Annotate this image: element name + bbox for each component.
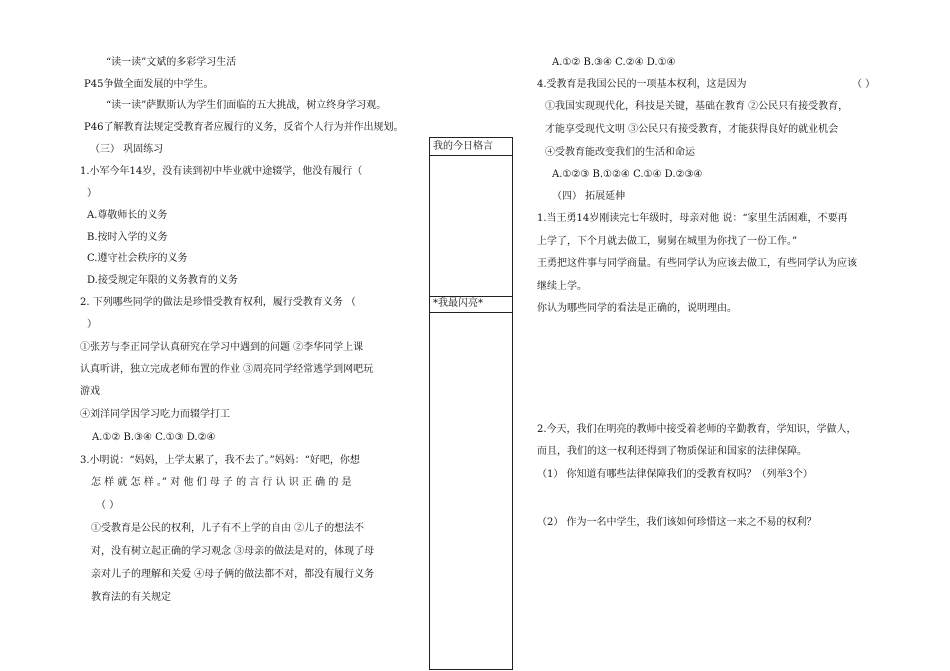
q4-statement-2: 才能享受现代文明 ③公民只有接受教育，才能获得良好的就业机会 [545, 124, 839, 135]
q3-paren: （ ） [96, 500, 120, 511]
ext1-question: 你认为哪些同学的看法是正确的，说明理由。 [537, 303, 737, 314]
ext2-line-1: 2.今天，我们在明亮的教师中接受着老师的辛勤教育，学知识，学做人， [537, 424, 857, 435]
reading-line-3: “读一读”萨默斯认为学生们面临的五大挑战，树立终身学习观。 [106, 100, 387, 111]
q4-stem: 4.受教育是我国公民的一项基本权利，这是因为 [537, 79, 747, 90]
q1-option-c: C.遵守社会秩序的义务 [87, 253, 188, 264]
q3-stem-2: 怎 样 就 怎 样 。” 对 他 们 母 子 的 言 行 认 识 正 确 的 是 [91, 477, 352, 488]
q3-statement-3: 亲对儿子的理解和关爱 ④母子俩的做法都不对，都没有履行义务 [91, 569, 375, 580]
q2-statement-2: 认真听讲，独立完成老师布置的作业 ③周亮同学经常逃学到网吧玩 [80, 364, 374, 375]
q1-stem-close: ） [87, 188, 97, 199]
q3-statement-4: 教育法的有关规定 [91, 592, 171, 603]
q4-statement-1: ①我国实现现代化，科技是关键，基础在教育 ②公民只有接受教育， [545, 101, 849, 112]
q4-options: A.①②③ B.①②④ C.①④ D.②③④ [552, 169, 703, 180]
q1-option-b: B.按时入学的义务 [87, 232, 168, 243]
reading-line-2: P45争做全面发展的中学生。 [84, 79, 214, 90]
q3-options: A.①② B.③④ C.②④ D.①④ [552, 57, 676, 68]
reading-line-4: P46了解教育法规定受教育者应履行的义务，反省个人行为并作出规划。 [84, 122, 404, 133]
q3-statement-1: ①受教育是公民的权利，儿子有不上学的自由 ②儿子的想法不 [91, 523, 365, 534]
ext1-line-3: 王勇把这件事与同学商量。有些同学认为应该去做工，有些同学认为应该 [537, 258, 857, 269]
motto-header: 我的今日格言 [433, 141, 493, 152]
q3-statement-2: 对，没有树立起正确的学习观念 ③母亲的做法是对的，体现了母 [91, 546, 375, 557]
motto-panel [429, 137, 513, 670]
ext1-line-4: 继续上学。 [537, 281, 587, 292]
shine-divider-top [429, 296, 513, 297]
ext2-subquestion-2: （2） 作为一名中学生，我们该如何珍惜这一来之不易的权利？ [537, 517, 817, 528]
q2-options: A.①② B.③④ C.①③ D.②④ [92, 432, 216, 443]
motto-header-divider [429, 155, 513, 156]
q1-option-d: D.接受规定年限的义务教育的义务 [87, 275, 238, 286]
section-heading-4: （四） 拓展延伸 [552, 191, 626, 202]
reading-line-1: “读一读”文斌的多彩学习生活 [106, 57, 237, 68]
q1-stem: 1.小军今年14岁，没有读到初中毕业就中途辍学，他没有履行（ [80, 166, 363, 177]
q2-statement-1: ①张芳与李正同学认真研究在学习中遇到的问题 ②李华同学上课 [80, 342, 364, 353]
q1-option-a: A.尊敬师长的义务 [87, 210, 168, 221]
ext2-line-2: 而且，我们的这一权利还得到了物质保证和国家的法律保障。 [537, 446, 807, 457]
ext1-line-1: 1.当王勇14岁刚读完七年级时，母亲对他 说：“家里生活困难，不要再 [537, 213, 848, 224]
q4-paren: （ ） [852, 79, 876, 90]
ext2-subquestion-1: （1） 你知道有哪些法律保障我们的受教育权吗？（列举3个） [537, 469, 813, 480]
q2-stem-close: ） [87, 319, 97, 330]
q2-statement-4: ④刘洋同学因学习吃力而辍学打工 [80, 409, 230, 420]
shine-divider-bottom [429, 312, 513, 313]
q3-stem-1: 3.小明说：“妈妈，上学太累了，我不去了。”妈妈：“好吧，你想 [80, 455, 360, 466]
q4-statement-3: ④受教育能改变我们的生活和命运 [545, 147, 695, 158]
shine-header: *我最闪亮* [433, 298, 483, 309]
q2-stem: 2. 下列哪些同学的做法是珍惜受教育权利，履行受教育义务 （ [80, 297, 356, 308]
q2-statement-3: 游戏 [80, 386, 100, 397]
section-heading-3: （三） 巩固练习 [90, 144, 164, 155]
ext1-line-2: 上学了，下个月就去做工，舅舅在城里为你找了一份工作。” [537, 236, 798, 247]
